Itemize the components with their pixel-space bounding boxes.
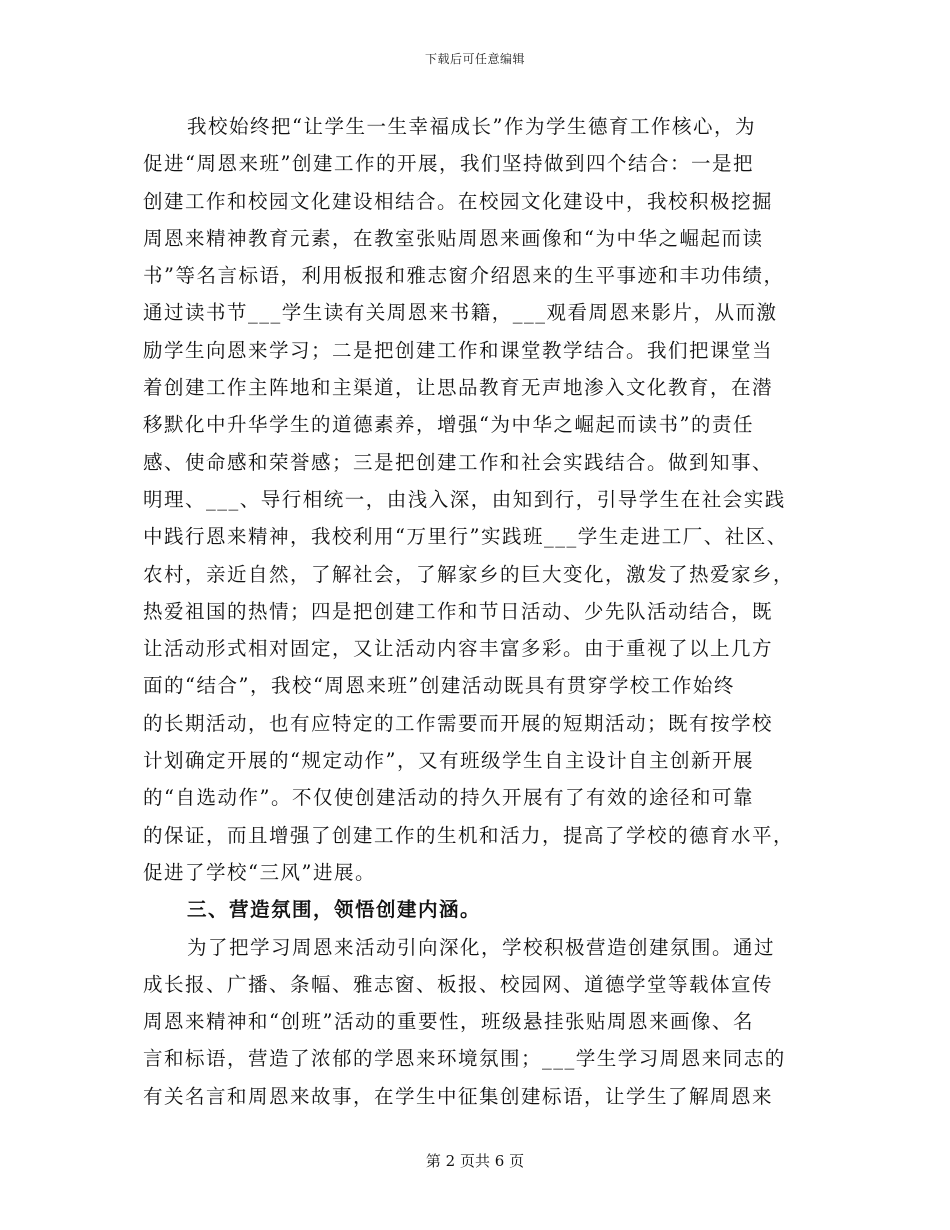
- paragraph-line: 的保证，而且增强了创建工作的生机和活力，提高了学校的德育水平，: [143, 823, 795, 847]
- paragraph-line: 言和标语，营造了浓郁的学恩来环境氛围；___学生学习周恩来同志的: [143, 1047, 786, 1071]
- document-body: [143, 108, 815, 1115]
- paragraph-line: 周恩来精神和“创班”活动的重要性，班级悬挂张贴周恩来画像、名: [143, 1010, 754, 1034]
- paragraph-line: 让活动形式相对固定，又让活动内容丰富多彩。由于重视了以上几方: [143, 637, 774, 661]
- paragraph-line: 有关名言和周恩来故事，在学生中征集创建标语，让学生了解周恩来: [143, 1084, 774, 1108]
- paragraph-line: 感、使命感和荣誉感；三是把创建工作和社会实践结合。做到知事、: [143, 450, 774, 474]
- paragraph-line: 的“自选动作”。不仅使创建活动的持久开展有了有效的途径和可靠: [143, 786, 754, 810]
- paragraph-line: 农村，亲近自然，了解社会，了解家乡的巨大变化，激发了热爱家乡，: [143, 562, 795, 586]
- paragraph-line: 我校始终把“让学生一生幸福成长”作为学生德育工作核心，为: [187, 115, 756, 138]
- paragraph-line: 热爱祖国的热情；四是把创建工作和节日活动、少先队活动结合，既: [143, 599, 774, 623]
- section-heading: 三、营造氛围，领悟创建内涵。: [187, 898, 482, 922]
- paragraph-line: 明理、___、导行相统一，由浅入深，由知到行，引导学生在社会实践: [143, 487, 786, 511]
- paragraph-line: 励学生向恩来学习；二是把创建工作和课堂教学结合。我们把课堂当: [143, 338, 774, 362]
- paragraph-line: 成长报、广播、条幅、雅志窗、板报、校园网、道德学堂等载体宣传: [143, 972, 774, 996]
- paragraph-line: 着创建工作主阵地和主渠道，让思品教育无声地渗入文化教育，在潜: [143, 376, 774, 400]
- paragraph-line: 的长期活动，也有应特定的工作需要而开展的短期活动；既有按学校: [143, 711, 774, 735]
- paragraph-line: 通过读书节___学生读有关周恩来书籍，___观看周恩来影片，从而激: [143, 301, 778, 325]
- page-footer: 第 2 页共 6 页: [425, 1152, 525, 1170]
- paragraph-line: 为了把学习周恩来活动引向深化，学校积极营造创建氛围。通过: [187, 935, 776, 959]
- paragraph-line: 周恩来精神教育元素，在教室张贴周恩来画像和“为中华之崛起而读: [143, 226, 764, 250]
- paragraph-line: 促进了学校“三风”进展。: [143, 860, 376, 884]
- paragraph-line: 创建工作和校园文化建设相结合。在校园文化建设中，我校积极挖掘: [143, 189, 774, 213]
- paragraph-line: 移默化中升华学生的道德素养，增强“为中华之崛起而读书”的责任: [143, 413, 754, 437]
- page-header: 下载后可任意编辑: [424, 52, 525, 66]
- paragraph-line: 面的“结合”，我校“周恩来班”创建活动既具有贯穿学校工作始终: [143, 674, 735, 698]
- paragraph-line: 书”等名言标语，利用板报和雅志窗介绍恩来的生平事迹和丰功伟绩，: [143, 264, 785, 288]
- paragraph-line: 计划确定开展的“规定动作”，又有班级学生自主设计自主创新开展: [143, 749, 754, 773]
- paragraph-line: 中践行恩来精神，我校利用“万里行”实践班___学生走进工厂、社区、: [143, 525, 788, 549]
- paragraph-line: 促进“周恩来班”创建工作的开展，我们坚持做到四个结合：一是把: [143, 152, 754, 176]
